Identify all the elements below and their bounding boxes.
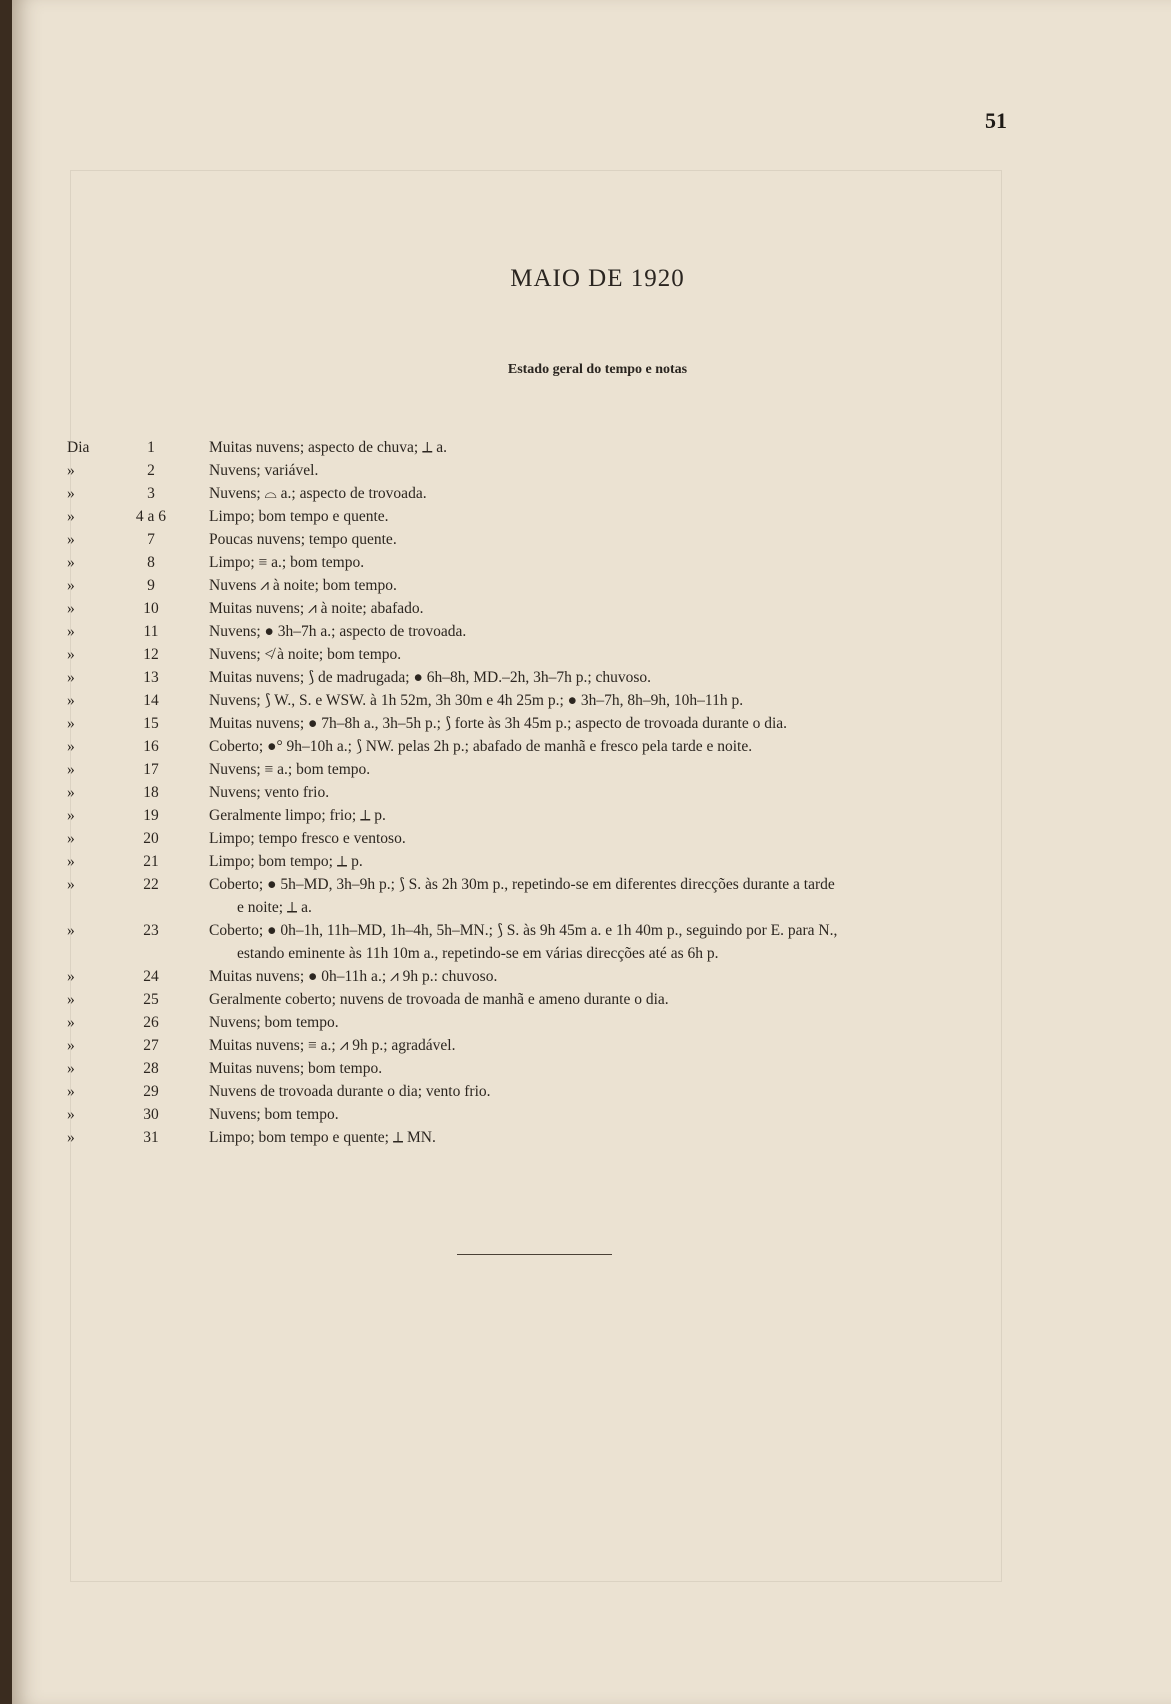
page-number: 51 [985, 108, 1007, 133]
list-item [12, 919, 1171, 965]
weather-note [209, 781, 1004, 804]
weather-note-text: Limpo; bom tempo; ⟂ p. [209, 853, 363, 870]
day-number: 31 [143, 1129, 159, 1146]
page [12, 0, 1171, 1704]
weather-note [209, 482, 1004, 505]
list-item [12, 551, 1171, 574]
weather-note-text: Coberto; ● 0h–1h, 11h–MD, 1h–4h, 5h–MN.; ⟆ S. às 9h 45m a. e 1h 40m p., seguindo por E. para N., [209, 922, 838, 939]
day-number: 16 [143, 738, 159, 755]
weather-note-text: Coberto; ●° 9h–10h a.; ⟆ NW. pelas 2h p.; abafado de manhã e fresco pela tarde e noite. [209, 738, 753, 755]
day-prefix: » [67, 669, 75, 686]
weather-note [209, 1080, 1004, 1103]
weather-note [209, 919, 1004, 965]
weather-note [209, 620, 1004, 643]
day-number: 2 [147, 462, 155, 479]
weather-note-text: Muitas nuvens; bom tempo. [209, 1060, 383, 1077]
weather-note [209, 459, 1004, 482]
weather-note [209, 965, 1004, 988]
weather-note-text: Muitas nuvens; ⟆ de madrugada; ● 6h–8h, MD.–2h, 3h–7h p.; chuvoso. [209, 669, 652, 686]
day-prefix: » [67, 646, 75, 663]
weather-note-text: Nuvens; ● 3h–7h a.; aspecto de trovoada. [209, 623, 467, 640]
day-number: 22 [143, 876, 159, 893]
list-item [12, 781, 1171, 804]
day-prefix: » [67, 508, 75, 525]
weather-note-text: Nuvens; variável. [209, 462, 319, 479]
list-item [12, 804, 1171, 827]
day-prefix: » [67, 1060, 75, 1077]
list-item [12, 712, 1171, 735]
day-number: 17 [143, 761, 159, 778]
day-number: 27 [143, 1037, 159, 1054]
weather-note-text: Nuvens de trovoada durante o dia; vento frio. [209, 1083, 491, 1100]
weather-note [209, 712, 1004, 735]
weather-note-text: Limpo; bom tempo e quente; ⟂ MN. [209, 1129, 436, 1146]
day-prefix: » [67, 922, 75, 939]
day-number: 24 [143, 968, 159, 985]
weather-note [209, 643, 1004, 666]
day-prefix: » [67, 692, 75, 709]
weather-note-text: Nuvens; ⟆ W., S. e WSW. à 1h 52m, 3h 30m e 4h 25m p.; ● 3h–7h, 8h–9h, 10h–11h p. [209, 692, 744, 709]
weather-note-text: Nuvens; bom tempo. [209, 1014, 339, 1031]
day-prefix: » [67, 554, 75, 571]
weather-note [209, 735, 1004, 758]
end-rule [457, 1254, 612, 1255]
page-title: MAIO DE 1920 [510, 265, 685, 292]
weather-note-text: Limpo; tempo fresco e ventoso. [209, 830, 406, 847]
weather-note [209, 1103, 1004, 1126]
day-prefix: » [67, 485, 75, 502]
list-item [12, 597, 1171, 620]
weather-note [209, 873, 1004, 919]
weather-note-text: Poucas nuvens; tempo quente. [209, 531, 397, 548]
day-number: 20 [143, 830, 159, 847]
day-number: 25 [143, 991, 159, 1008]
weather-note-text: Geralmente coberto; nuvens de trovoada de manhã e ameno durante o dia. [209, 991, 669, 1008]
weather-note [209, 689, 1004, 712]
day-number: 21 [143, 853, 159, 870]
day-prefix: » [67, 623, 75, 640]
list-item [12, 873, 1171, 919]
weather-note-continuation: e noite; ⟂ a. [237, 899, 312, 916]
day-number: 19 [143, 807, 159, 824]
weather-note [209, 758, 1004, 781]
day-prefix: » [67, 600, 75, 617]
list-item [12, 758, 1171, 781]
list-item [12, 666, 1171, 689]
day-number: 15 [143, 715, 159, 732]
day-prefix: » [67, 1014, 75, 1031]
weather-note [209, 804, 1004, 827]
weather-note-text: Nuvens; vento frio. [209, 784, 330, 801]
day-number: 14 [143, 692, 159, 709]
day-number: 7 [147, 531, 155, 548]
day-prefix: » [67, 577, 75, 594]
weather-note [209, 1057, 1004, 1080]
weather-note-text: Limpo; ≡ a.; bom tempo. [209, 554, 365, 571]
weather-note-text: Nuvens; ≡ a.; bom tempo. [209, 761, 371, 778]
weather-note-text: Muitas nuvens; aspecto de chuva; ⟂ a. [209, 439, 448, 456]
list-item [12, 1126, 1171, 1149]
day-number: 18 [143, 784, 159, 801]
list-item [12, 459, 1171, 482]
weather-note-text: Nuvens; bom tempo. [209, 1106, 339, 1123]
weather-note [209, 827, 1004, 850]
list-item [12, 528, 1171, 551]
list-item [12, 643, 1171, 666]
day-number: 23 [143, 922, 159, 939]
weather-note [209, 436, 1004, 459]
weather-notes-list [12, 436, 1171, 1149]
list-item [12, 482, 1171, 505]
day-prefix: » [67, 531, 75, 548]
weather-note [209, 528, 1004, 551]
weather-note-text: Muitas nuvens; ≡ a.; ⩘ 9h p.; agradável. [209, 1037, 456, 1054]
weather-note [209, 850, 1004, 873]
list-item [12, 436, 1171, 459]
list-item [12, 574, 1171, 597]
day-prefix: » [67, 1129, 75, 1146]
weather-note-continuation: estando eminente às 11h 10m a., repetindo-se em várias direcções até as 6h p. [237, 945, 719, 962]
day-prefix: » [67, 830, 75, 847]
weather-note-text: Limpo; bom tempo e quente. [209, 508, 389, 525]
day-number: 4 a 6 [135, 508, 167, 525]
weather-note-text: Nuvens; ≮ à noite; bom tempo. [209, 646, 402, 663]
day-number: 11 [143, 623, 159, 640]
weather-note [209, 1034, 1004, 1057]
list-item [12, 620, 1171, 643]
weather-note-text: Coberto; ● 5h–MD, 3h–9h p.; ⟆ S. às 2h 30m p., repetindo-se em diferentes direcções durante a tarde [209, 876, 835, 893]
list-item [12, 735, 1171, 758]
day-prefix: » [67, 784, 75, 801]
day-number: 8 [147, 554, 155, 571]
day-number: 1 [147, 439, 155, 456]
list-item [12, 1034, 1171, 1057]
weather-note [209, 551, 1004, 574]
day-number: 26 [143, 1014, 159, 1031]
list-item [12, 850, 1171, 873]
day-number: 9 [147, 577, 155, 594]
day-prefix: » [67, 715, 75, 732]
list-item [12, 689, 1171, 712]
weather-note-text: Muitas nuvens; ⩘ à noite; abafado. [209, 600, 424, 617]
weather-note [209, 1126, 1004, 1149]
list-item [12, 1057, 1171, 1080]
day-number: 29 [143, 1083, 159, 1100]
day-prefix: » [67, 761, 75, 778]
day-prefix: » [67, 1083, 75, 1100]
day-number: 30 [143, 1106, 159, 1123]
list-item [12, 1080, 1171, 1103]
weather-note-text: Nuvens ⩘ à noite; bom tempo. [209, 577, 397, 594]
day-prefix: » [67, 876, 75, 893]
day-prefix: » [67, 462, 75, 479]
weather-note [209, 666, 1004, 689]
day-prefix: » [67, 991, 75, 1008]
section-subtitle: Estado geral do tempo e notas [507, 362, 688, 377]
weather-note [209, 988, 1004, 1011]
weather-note-text: Nuvens; ⌓ a.; aspecto de trovoada. [209, 485, 427, 502]
day-number: 28 [143, 1060, 159, 1077]
list-item [12, 965, 1171, 988]
day-number: 3 [147, 485, 155, 502]
day-prefix: » [67, 807, 75, 824]
day-prefix: » [67, 1037, 75, 1054]
weather-note-text: Geralmente limpo; frio; ⟂ p. [209, 807, 386, 824]
day-prefix: » [67, 738, 75, 755]
day-prefix: » [67, 968, 75, 985]
day-number: 12 [143, 646, 159, 663]
weather-note [209, 574, 1004, 597]
day-prefix: » [67, 1106, 75, 1123]
weather-note-text: Muitas nuvens; ● 7h–8h a., 3h–5h p.; ⟆ forte às 3h 45m p.; aspecto de trovoada durante o dia. [209, 715, 788, 732]
list-item [12, 827, 1171, 850]
weather-note [209, 505, 1004, 528]
list-item [12, 505, 1171, 528]
list-item [12, 1103, 1171, 1126]
weather-note [209, 1011, 1004, 1034]
weather-note-text: Muitas nuvens; ● 0h–11h a.; ⩘ 9h p.: chuvoso. [209, 968, 498, 985]
list-item [12, 1011, 1171, 1034]
day-number: 13 [143, 669, 159, 686]
weather-note [209, 597, 1004, 620]
day-number: 10 [143, 600, 159, 617]
day-prefix: Dia [67, 439, 90, 456]
day-prefix: » [67, 853, 75, 870]
list-item [12, 988, 1171, 1011]
